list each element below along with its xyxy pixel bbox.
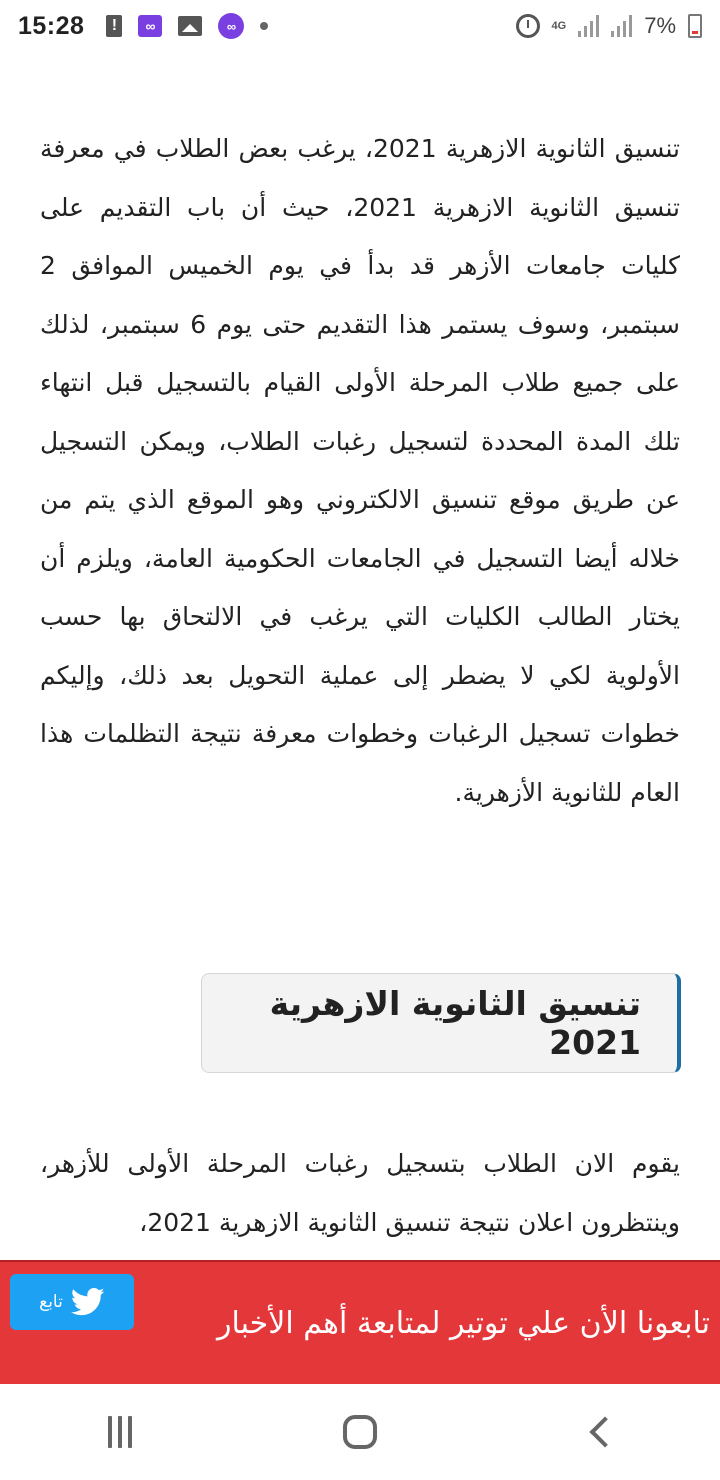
follow-label: تابع — [39, 1292, 63, 1312]
recents-button[interactable] — [60, 1392, 180, 1472]
home-icon — [343, 1415, 377, 1449]
article-paragraph-2: يقوم الان الطلاب بتسجيل رغبات المرحلة الأولى للأزهر، وينتظرون اعلان نتيجة تنسيق الثانوية الازهرية 2021، — [40, 1149, 680, 1237]
battery-icon — [688, 14, 702, 38]
section-heading-box — [201, 973, 681, 1073]
signal-strength-icon — [578, 15, 599, 37]
signal-strength-2-icon — [611, 15, 632, 37]
status-right — [516, 13, 702, 39]
twitter-follow-button[interactable] — [10, 1274, 134, 1330]
more-notifications-dot-icon — [260, 22, 268, 30]
back-button[interactable] — [540, 1392, 660, 1472]
twitter-bird-icon — [71, 1287, 105, 1317]
link-circle-icon: ∞ — [218, 13, 244, 39]
section-heading: تنسيق الثانوية الازهرية 2021 — [269, 984, 641, 1062]
twitter-follow-banner[interactable] — [0, 1260, 720, 1384]
home-button[interactable] — [300, 1392, 420, 1472]
article-paragraph-1: تنسيق الثانوية الازهرية 2021، يرغب بعض الطلاب في معرفة تنسيق الثانوية الازهرية 2021، حيث أن باب التقديم على كليات جامعات الأزهر قد بدأ في يوم الخميس الموافق 2 سبتمبر، وسوف يستمر هذا التقديم حتى يوم 6 سبتمبر، لذلك على جميع طلاب المرحلة الأولى القيام بالتسجيل قبل انتهاء تلك المدة المحددة لتسجيل رغبات الطلاب، ويمكن التسجيل عن طريق موقع تنسيق الالكتروني وهو الموقع الذي يتم من خلاله أيضا التسجيل في الجامعات الحكومية العامة، ويلزم أن يختار الطالب الكليات التي يرغب في الالتحاق بها حسب الأولوية لكي لا يضطر إلى عملية التحويل بعد ذلك، وإليكم خطوات تسجيل الرغبات وخطوات معرفة نتيجة التظلمات هذا العام للثانوية الأزهرية. — [40, 134, 681, 807]
battery-percent: 7% — [644, 13, 676, 38]
gallery-icon — [178, 16, 202, 36]
navigation-bar — [0, 1384, 720, 1480]
status-time: 15:28 — [18, 11, 85, 40]
back-icon — [589, 1416, 620, 1447]
twitter-banner-text[interactable]: تابعونا الأن علي توتير لمتابعة أهم الأخبار — [216, 1305, 710, 1341]
link-app-icon: ∞ — [138, 15, 162, 37]
status-bar — [0, 0, 720, 52]
alert-icon: ! — [106, 15, 122, 37]
recents-icon — [108, 1416, 132, 1448]
network-type: 4G — [551, 19, 567, 32]
alarm-icon — [516, 14, 540, 38]
